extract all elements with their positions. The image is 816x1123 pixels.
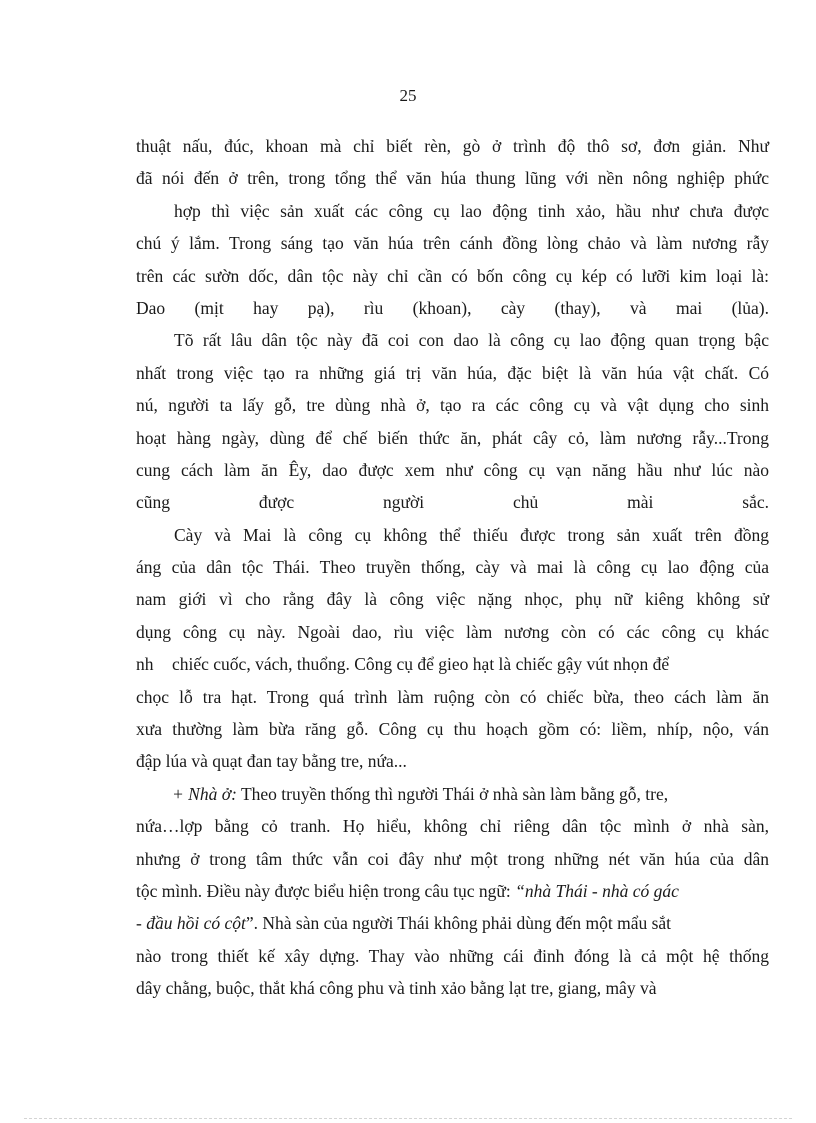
text-line: chiếc cuốc, vách, thuổng. Công cụ để gieo hạt là chiếc gậy vút nhọn để <box>172 654 670 675</box>
body-text <box>136 130 769 1005</box>
text-line: chú ý lắm. Trong sáng tạo văn húa trên cánh đồng lòng chảo và làm nương rẫy <box>136 233 769 254</box>
proverb-part-2: - đầu hồi có cột <box>136 913 246 934</box>
text-line-with-fragment <box>136 648 769 680</box>
text-line-proverb-end <box>136 907 769 939</box>
text-line: nhưng ở trong tâm thức vẫn coi đây như một trong những nét văn húa của dân <box>136 848 769 869</box>
text-line-proverb <box>136 875 769 907</box>
text-line: nào trong thiết kế xây dựng. Thay vào những cái đinh đóng là cả một hệ thống <box>136 945 769 966</box>
text-line: trên các sườn dốc, dân tộc này chỉ cần có bốn công cụ kép có lưỡi kim loại là: <box>136 265 769 286</box>
text-line: xưa thường làm bừa răng gỗ. Công cụ thu hoạch gồm có: liềm, nhíp, nộo, ván <box>136 719 769 740</box>
text-line: Tõ rất lâu dân tộc này đã coi con dao là công cụ lao động quan trọng bậc <box>174 330 769 351</box>
text-line: hoạt hàng ngày, dùng để chế biến thức ăn, phát cây cỏ, làm nương rẫy...Trong <box>136 427 769 448</box>
text-line: đập lúa và quạt đan tay bằng tre, nứa... <box>136 751 407 772</box>
text-line: Theo truyền thống thì người Thái ở nhà sàn làm bằng gỗ, tre, <box>236 783 669 804</box>
truncated-word-fragment: nh <box>136 654 154 675</box>
text-line: thuật nấu, đúc, khoan mà chỉ biết rèn, gò ở trình độ thô sơ, đơn giản. Như <box>136 136 769 156</box>
page-footer-divider <box>24 1118 792 1119</box>
text-line: cũng được người chủ mài sắc. <box>136 492 769 513</box>
section-heading-house: + Nhà ở: <box>172 783 237 804</box>
text-line: đã nói đến ở trên, trong tổng thể văn húa thung lũng với nền nông nghiệp phức <box>136 168 769 189</box>
text-line: nứa…lợp bằng cỏ tranh. Họ hiểu, không chỉ riêng dân tộc mình ở nhà sàn, <box>136 816 769 837</box>
text-line: áng của dân tộc Thái. Theo truyền thống, cày và mai là công cụ lao động của <box>136 557 769 578</box>
text-line: hợp thì việc sản xuất các công cụ lao động tinh xảo, hầu như chưa được <box>174 200 769 221</box>
text-line: cung cách làm ăn Êy, dao được xem như công cụ vạn năng hầu như lúc nào <box>136 459 769 480</box>
text-line: nú, người ta lấy gỗ, tre dùng nhà ở, tạo ra các công cụ và vật dụng cho sinh <box>136 395 769 416</box>
proverb-part-1: “nhà Thái - nhà có gác <box>515 880 679 901</box>
text-line: Dao (mịt hay pạ), rìu (khoan), cày (thay), và mai (lủa). <box>136 297 769 318</box>
text-line: Cày và Mai là công cụ không thể thiếu được trong sản xuất trên đồng <box>174 524 769 545</box>
text-line: tộc mình. Điều này được biểu hiện trong câu tục ngữ: <box>136 880 516 901</box>
section-line-house <box>136 778 769 810</box>
text-line: nhất trong việc tạo ra những giá trị văn húa, đặc biệt là văn húa vật chất. Có <box>136 362 769 383</box>
text-line: chọc lỗ tra hạt. Trong quá trình làm ruộng còn có chiếc bừa, theo cách làm ăn <box>136 686 769 707</box>
text-line: dụng công cụ này. Ngoài dao, rìu việc làm nương còn có các công cụ khác <box>136 621 769 642</box>
page-number: 25 <box>399 86 417 105</box>
text-line: nam giới vì cho rằng đây là công việc nặng nhọc, phụ nữ kiêng không sử <box>136 589 769 610</box>
text-line: dây chằng, buộc, thắt khá công phu và tinh xảo bằng lạt tre, giang, mây và <box>136 978 657 999</box>
text-line: ”. Nhà sàn của người Thái không phải dùng đến một mẩu sắt <box>245 913 672 934</box>
